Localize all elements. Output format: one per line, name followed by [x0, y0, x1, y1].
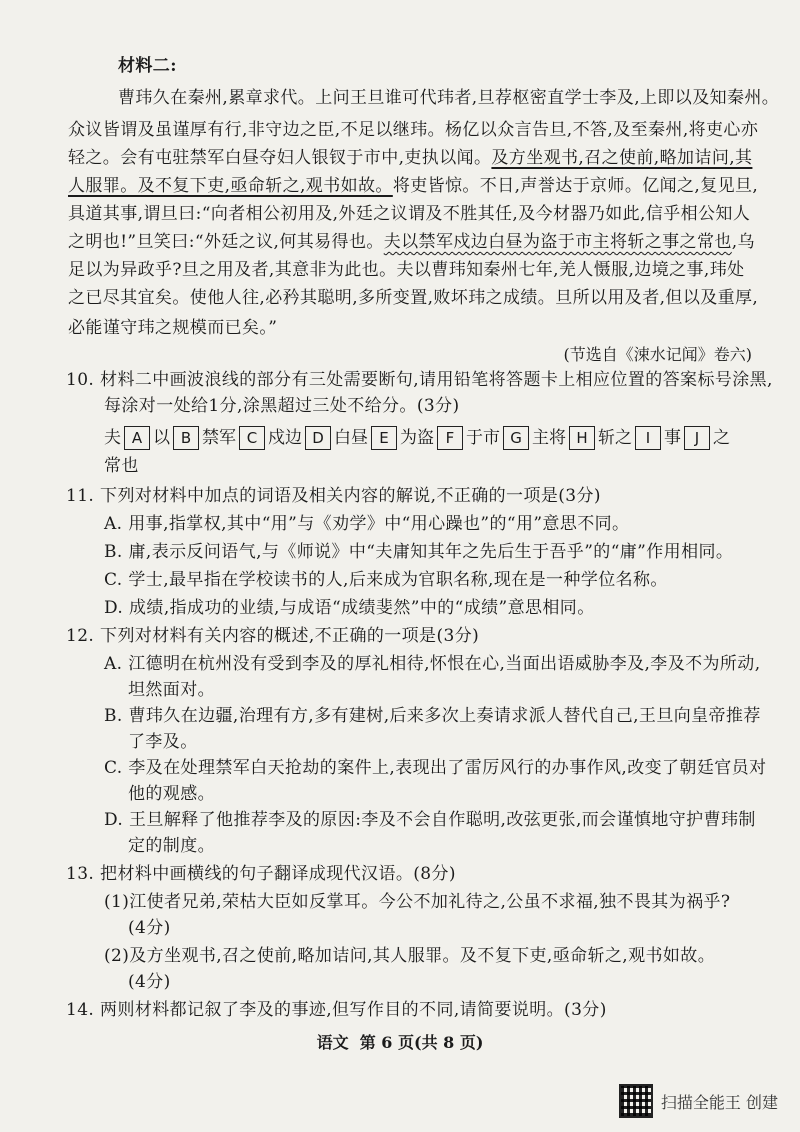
option-c: C. 李及在处理禁军白天抢劫的案件上,表现出了雷厉风行的办事作风,改变了朝廷官员对	[104, 758, 767, 778]
question-13-stem: 13. 把材料中画横线的句子翻译成现代汉语。(8分)	[66, 864, 456, 884]
passage-source: (节选自《涑水记闻》卷六)	[563, 345, 752, 364]
question-12-stem: 12. 下列对材料有关内容的概述,不正确的一项是(3分)	[66, 626, 480, 646]
points-label: (4分)	[128, 972, 171, 992]
option-a-cont: 坦然面对。	[128, 680, 215, 700]
page-number: 第 6 页(共 8 页)	[359, 1033, 484, 1052]
underlined-sentence: 及方坐观书,召之使前,略加诘问,其	[491, 148, 753, 168]
break-box-g[interactable]: G	[503, 426, 529, 450]
question-10-stem: 10. 材料二中画波浪线的部分有三处需要断句,请用铅笔将答题卡上相应位置的答案标号涂黑,	[66, 370, 773, 390]
passage-line: 之已尽其宜矣。使他人往,必矜其聪明,多所变置,败坏玮之成绩。旦所以用及者,但以及重厚,	[68, 288, 759, 308]
points-label: (4分)	[128, 918, 171, 938]
passage-line: 必能谨守玮之规模而已矣。”	[68, 318, 278, 338]
option-d: D. 王旦解释了他推荐李及的原因:李及不会自作聪明,改弦更张,而会谨慎地守护曹玮制	[104, 810, 756, 830]
question-10-sentence: 夫 A 以 B 禁军 C 戍边 D 白昼 E 为盗 F 于市 G 主将 H 斩之 I 事 J 之	[104, 428, 730, 448]
passage-line: 具道其事,谓旦曰:“向者相公初用及,外廷之议谓及不胜其任,及今材器乃如此,信乎相公知人	[68, 204, 751, 224]
break-box-h[interactable]: H	[569, 426, 595, 450]
break-box-j[interactable]: J	[684, 426, 710, 450]
qr-code-icon	[619, 1084, 653, 1118]
break-box-e[interactable]: E	[371, 426, 397, 450]
passage-line: 之明也!”旦笑曰:“外廷之议,何其易得也。夫以禁军戍边白昼为盗于市主将斩之事之常也,乌	[68, 232, 755, 252]
option-b: B. 庸,表示反问语气,与《师说》中“夫庸知其年之先后生于吾乎”的“庸”作用相同。	[104, 542, 734, 562]
break-box-c[interactable]: C	[239, 426, 265, 450]
passage-line: 人服罪。及不复下吏,亟命斩之,观书如故。将吏皆惊。不日,声誉达于京师。亿闻之,复见旦,	[68, 176, 759, 196]
break-box-b[interactable]: B	[173, 426, 199, 450]
option-c-cont: 他的观感。	[128, 784, 215, 804]
option-a: A. 江德明在杭州没有受到李及的厚礼相待,怀恨在心,当面出语威胁李及,李及不为所动,	[104, 654, 761, 674]
underlined-sentence: 人服罪。及不复下吏,亟命斩之,观书如故。	[68, 176, 393, 196]
translation-sentence-1: (1)江使者兄弟,荣枯大臣如反掌耳。今公不加礼待之,公虽不求福,独不畏其为祸乎?	[104, 892, 731, 912]
option-c: C. 学士,最早指在学校读书的人,后来成为官职名称,现在是一种学位名称。	[104, 570, 668, 590]
option-d: D. 成绩,指成功的业绩,与成语“成绩斐然”中的“成绩”意思相同。	[104, 598, 595, 618]
break-box-a[interactable]: A	[124, 426, 150, 450]
subject-label: 语文	[316, 1033, 349, 1052]
passage-line: 足以为异政乎?旦之用及者,其意非为此也。夫以曹玮知秦州七年,羌人慑服,边境之事,玮处	[68, 260, 745, 280]
passage-line: 曹玮久在秦州,累章求代。上问王旦谁可代玮者,旦荐枢密直学士李及,上即以及知秦州。	[118, 88, 780, 108]
passage-line: 众议皆谓及虽谨厚有行,非守边之臣,不足以继玮。杨亿以众言告旦,不答,及至秦州,将吏心亦	[68, 120, 759, 140]
material-heading: 材料二:	[118, 56, 177, 76]
question-11-stem: 11. 下列对材料中加点的词语及相关内容的解说,不正确的一项是(3分)	[66, 486, 601, 506]
scanner-watermark	[619, 1084, 778, 1118]
option-b: B. 曹玮久在边疆,治理有方,多有建树,后来多次上奏请求派人替代自己,王旦向皇帝推荐	[104, 706, 761, 726]
option-a: A. 用事,指掌权,其中“用”与《劝学》中“用心躁也”的“用”意思不同。	[104, 514, 630, 534]
break-box-d[interactable]: D	[305, 426, 331, 450]
break-box-f[interactable]: F	[437, 426, 463, 450]
translation-sentence-2: (2)及方坐观书,召之使前,略加诘问,其人服罪。及不复下吏,亟命斩之,观书如故。	[104, 946, 716, 966]
option-b-cont: 了李及。	[128, 732, 198, 752]
wavy-underlined-sentence: 夫以禁军戍边白昼为盗于市主将斩之事之常也	[383, 232, 732, 252]
question-14-stem: 14. 两则材料都记叙了李及的事迹,但写作目的不同,请简要说明。(3分)	[66, 1000, 607, 1020]
option-d-cont: 定的制度。	[128, 836, 215, 856]
page-footer	[0, 1030, 800, 1053]
break-box-i[interactable]: I	[635, 426, 661, 450]
question-10-stem-cont: 每涂对一处给1分,涂黑超过三处不给分。(3分)	[104, 396, 460, 416]
watermark-text: 扫描全能王 创建	[660, 1092, 778, 1112]
question-10-tail: 常也	[104, 456, 139, 476]
passage-line: 轻之。会有屯驻禁军白昼夺妇人银钗于市中,吏执以闻。及方坐观书,召之使前,略加诘问,其	[68, 148, 753, 168]
